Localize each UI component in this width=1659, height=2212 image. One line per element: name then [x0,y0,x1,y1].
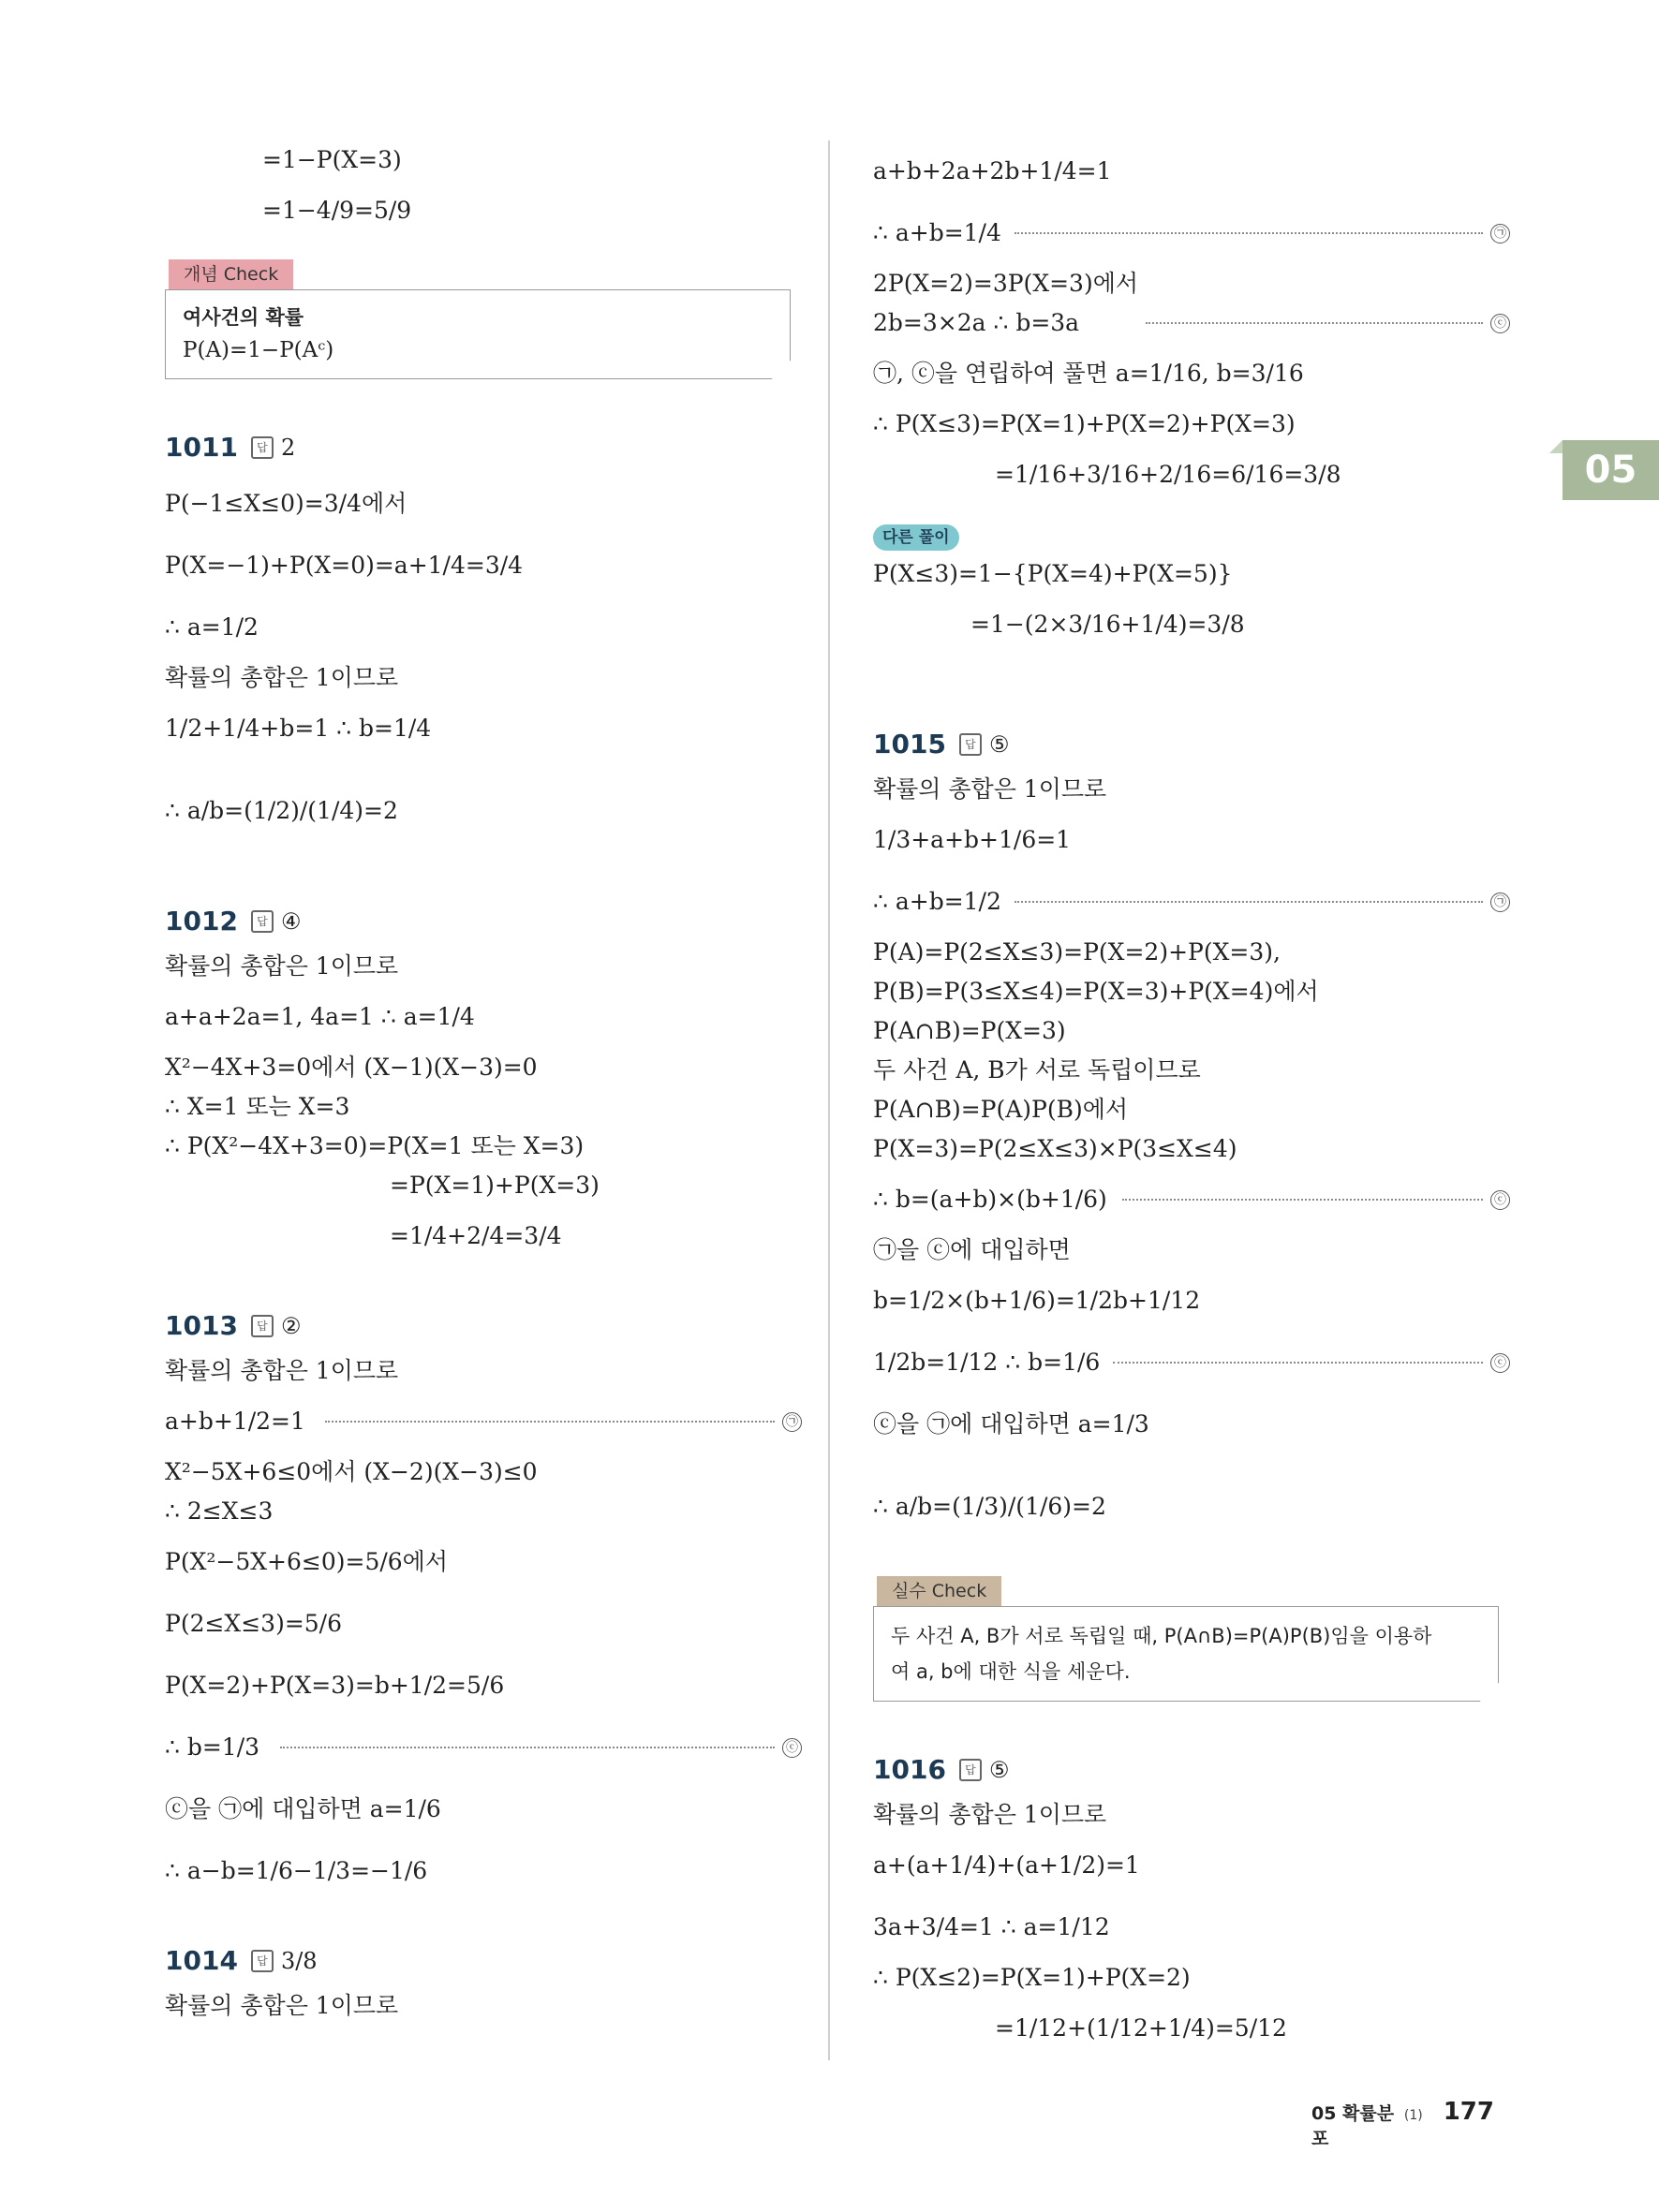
math-line: P(B)=P(3≤X≤4)=P(X=3)+P(X=4)에서 [873,978,1319,1005]
text-line: 두 사건 A, B가 서로 독립이므로 [873,1056,1201,1084]
problem-number: 1013 [165,1310,238,1341]
math-line: ∴ a/b=(1/3)/(1/6)=2 [873,1493,1106,1520]
math-line: 3a+3/4=1 ∴ a=1/12 [873,1913,1110,1940]
math-line: P(X=3)=P(2≤X≤3)×P(3≤X≤4) [873,1135,1237,1162]
math-line: X²−4X+3=0에서 (X−1)(X−3)=0 [165,1054,538,1081]
math-line: b=1/2×(b+1/6)=1/2b+1/12 [873,1287,1201,1314]
page-fold-corner [771,360,792,380]
circled-mark: ⓒ [1490,1353,1510,1373]
math-line: 1/3+a+b+1/6=1 [873,826,1072,853]
mistake-check-box [873,1575,1510,1702]
math-line [873,202,1510,264]
problem-number: 1016 [873,1754,946,1785]
mistake-text-line: 두 사건 A, B가 서로 독립일 때, P(A∩B)=P(A)P(B)임을 이용하 [891,1625,1432,1647]
equation-text: ∴ a+b=1/2 [873,888,1001,915]
chapter-title: 05 확률분포 [1311,2103,1395,2149]
problem-number: 1011 [165,432,238,463]
problem-1015-header [873,719,1510,770]
equation-text: ∴ b=(a+b)×(b+1/6) [873,1186,1107,1213]
math-line: 1/2+1/4+b=1 ∴ b=1/4 [165,715,432,742]
math-line: ∴ 2≤X≤3 [165,1497,274,1525]
equation-text: 2b=3×2a ∴ b=3a [873,309,1080,336]
circled-mark: ㉠ [1490,224,1510,243]
math-line: 2P(X=2)=3P(X=3)에서 [873,270,1139,297]
alt-solution-label: 다른 풀이 [873,524,959,551]
mistake-check-tab: 실수 Check [877,1576,1001,1606]
math-line [873,1332,1510,1394]
math-line: ⓒ을 ㉠에 대입하면 a=1/3 [873,1410,1149,1438]
math-line: ∴ P(X≤3)=P(X=1)+P(X=2)+P(X=3) [873,410,1296,437]
problem-1013-header [165,1301,802,1351]
math-line: =1−P(X=3) [262,146,402,173]
text-line: 확률의 총합은 1이므로 [165,952,399,980]
text-line: 확률의 총합은 1이므로 [873,1801,1107,1828]
problem-number: 1012 [165,906,238,936]
math-line: P(A∩B)=P(A)P(B)에서 [873,1096,1129,1123]
math-line: a+(a+1/4)+(a+1/2)=1 [873,1851,1140,1879]
column-divider [828,140,830,2060]
circled-mark: ㉠ [1490,892,1510,912]
math-line: =1/16+3/16+2/16=6/16=3/8 [995,461,1341,488]
concept-check-tab: 개념 Check [169,259,293,289]
math-line [873,303,1510,343]
math-line: ∴ X=1 또는 X=3 [165,1093,350,1120]
math-line: =1−4/9=5/9 [262,197,412,224]
answer-icon: 답 [251,910,274,933]
mistake-check-content [873,1606,1499,1702]
equation-text: a+b+1/2=1 [165,1408,305,1435]
math-line: ∴ P(X²−4X+3=0)=P(X=1 또는 X=3) [165,1132,585,1159]
math-line: ⓒ을 ㉠에 대입하면 a=1/6 [165,1795,441,1822]
text-line: 확률의 총합은 1이므로 [165,1357,399,1384]
problem-1012-header [165,896,802,947]
text-line: ㉠을 ⓒ에 대입하면 [873,1236,1071,1263]
page-fold-corner [1479,1682,1500,1703]
math-line: P(A)=P(2≤X≤3)=P(X=2)+P(X=3), [873,938,1281,966]
answer-icon: 답 [251,1950,274,1972]
answer-value: ⑤ [988,731,1010,758]
circled-mark: ⓒ [1490,314,1510,333]
math-line: P(X=2)+P(X=3)=b+1/2=5/6 [165,1672,505,1699]
problem-1016-header [873,1745,1510,1795]
leader-with-mark [1015,202,1510,264]
math-line: =P(X=1)+P(X=3) [390,1172,600,1199]
left-column [165,140,802,2026]
math-line: ∴ P(X≤2)=P(X=1)+P(X=2) [873,1964,1191,1991]
math-line: X²−5X+6≤0에서 (X−2)(X−3)≤0 [165,1458,538,1485]
answer-icon: 답 [959,1759,982,1781]
math-line: ∴ a=1/2 [165,613,259,641]
answer-icon: 답 [959,733,982,756]
math-line: a+b+2a+2b+1/4=1 [873,157,1112,184]
math-line [165,1391,802,1453]
problem-number: 1015 [873,729,946,759]
equation-text: ∴ a+b=1/4 [873,219,1001,246]
math-line: ㉠, ⓒ을 연립하여 풀면 a=1/16, b=3/16 [873,360,1304,387]
alt-solution-label-row [873,515,1510,554]
math-line: P(2≤X≤3)=5/6 [165,1610,343,1637]
leader-with-mark [1122,1169,1510,1231]
equation-text: 1/2b=1/12 ∴ b=1/6 [873,1349,1101,1376]
math-line: P(X≤3)=1−{P(X=4)+P(X=5)} [873,560,1233,587]
answer-value: ⑤ [988,1757,1010,1783]
text-line: 확률의 총합은 1이므로 [165,664,399,691]
math-line: =1/4+2/4=3/4 [390,1222,562,1249]
leader-with-mark [280,1717,802,1778]
math-line: =1−(2×3/16+1/4)=3/8 [970,611,1245,638]
math-line: P(A∩B)=P(X=3) [873,1017,1066,1044]
mistake-text-line: 여 a, b에 대한 식을 세운다. [891,1660,1131,1683]
problem-number: 1014 [165,1945,238,1976]
concept-check-content [165,289,791,379]
answer-icon: 답 [251,1315,274,1337]
chapter-side-tab: 05 [1563,440,1659,500]
problem-1014-header [165,1936,802,1986]
circled-mark: ⓒ [1490,1190,1510,1210]
equation-text: ∴ b=1/3 [165,1733,260,1761]
leader-with-mark [1113,1332,1510,1394]
leader-with-mark [325,1391,802,1453]
concept-check-box [165,258,802,379]
math-line: =1/12+(1/12+1/4)=5/12 [995,2014,1287,2042]
text-line: 확률의 총합은 1이므로 [873,775,1107,803]
circled-mark: ㉠ [782,1412,802,1432]
answer-value: 2 [280,435,296,461]
answer-icon: 답 [251,436,274,459]
concept-formula: P(A)=1−P(Aᶜ) [183,338,334,362]
answer-value: 3/8 [280,1948,318,1974]
right-column [873,140,1510,2059]
answer-value: ② [280,1313,302,1339]
math-line: P(X=−1)+P(X=0)=a+1/4=3/4 [165,552,524,579]
page-number: 177 [1443,2098,1494,2126]
math-line: P(X²−5X+6≤0)=5/6에서 [165,1548,448,1575]
leader-with-mark [1146,303,1510,343]
math-line: P(−1≤X≤0)=3/4에서 [165,490,407,517]
chapter-subtitle: (1) [1403,2108,1423,2123]
page-footer [1311,2098,1494,2150]
math-line: ∴ a−b=1/6−1/3=−1/6 [165,1857,428,1884]
leader-with-mark [1015,871,1510,933]
text-line: 확률의 총합은 1이므로 [165,1992,399,2019]
concept-title: 여사건의 확률 [183,306,304,329]
answer-value: ④ [280,908,302,935]
math-line [873,871,1510,933]
math-line: a+a+2a=1, 4a=1 ∴ a=1/4 [165,1003,475,1030]
math-line [165,1717,802,1778]
math-line: ∴ a/b=(1/2)/(1/4)=2 [165,797,398,824]
problem-1011-header [165,422,802,473]
circled-mark: ⓒ [782,1738,802,1758]
math-line [873,1169,1510,1231]
